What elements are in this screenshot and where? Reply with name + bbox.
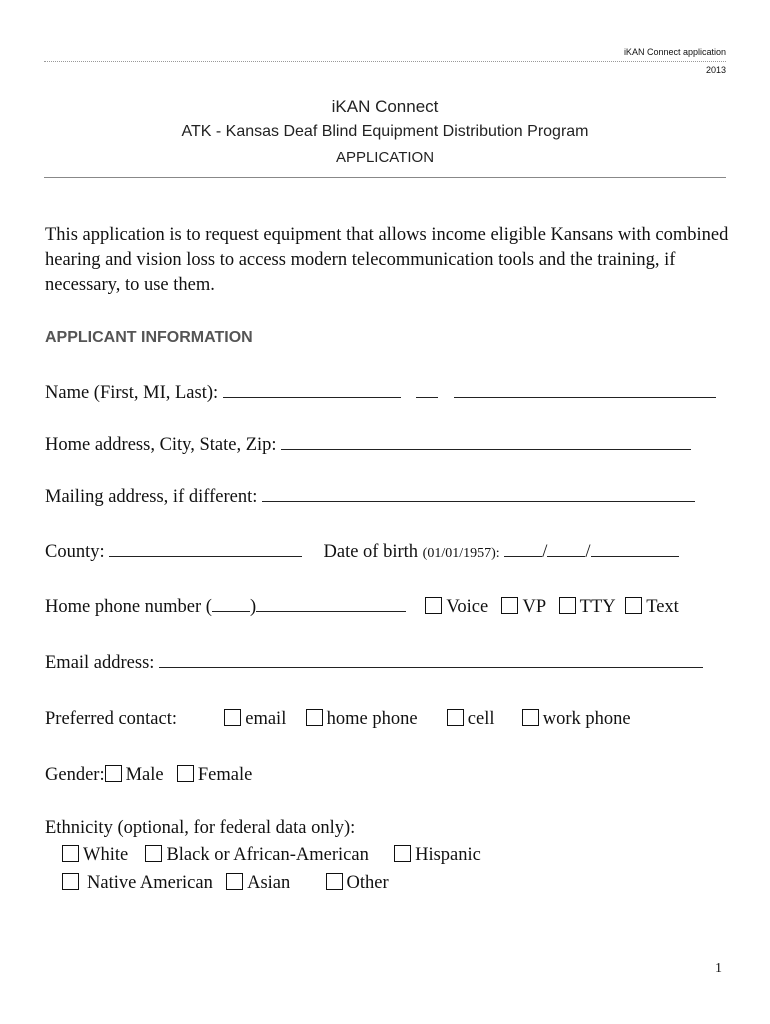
last-name-field[interactable]: [454, 382, 716, 398]
checkbox-text[interactable]: [625, 597, 642, 614]
dob-month-field[interactable]: [504, 541, 542, 557]
option-hispanic-label: Hispanic: [415, 845, 481, 865]
dob-slash-2: /: [585, 542, 591, 562]
option-other-label: Other: [346, 873, 389, 893]
checkbox-work-phone[interactable]: [522, 709, 539, 726]
county-dob-row: [45, 541, 679, 565]
dob-year-field[interactable]: [591, 541, 679, 557]
dob-example: (01/01/1957):: [422, 546, 500, 561]
phone-number-field[interactable]: [256, 596, 406, 612]
email-row: [45, 652, 703, 674]
home-address-row: [45, 434, 691, 456]
option-work-phone-label: work phone: [542, 709, 631, 729]
checkbox-other[interactable]: [326, 873, 343, 890]
email-label: Email address:: [45, 653, 155, 673]
name-row: [45, 382, 716, 404]
option-vp-label: VP: [522, 597, 546, 617]
home-phone-row: [45, 596, 679, 618]
middle-initial-field[interactable]: [416, 382, 438, 398]
option-voice-label: Voice: [446, 597, 489, 617]
checkbox-home-phone[interactable]: [306, 709, 323, 726]
option-home-phone-label: home phone: [326, 709, 418, 729]
header-doc-label: iKAN Connect application: [623, 47, 726, 57]
option-text-label: Text: [646, 597, 679, 617]
first-name-field[interactable]: [223, 382, 401, 398]
option-male-label: Male: [125, 765, 164, 785]
dob-label: Date of birth: [323, 542, 419, 562]
section-applicant-information: APPLICANT INFORMATION: [45, 329, 253, 346]
preferred-contact-row: [45, 708, 631, 730]
preferred-contact-label: Preferred contact:: [45, 709, 177, 729]
page-number: 1: [715, 961, 722, 976]
email-field[interactable]: [159, 652, 703, 668]
dob-slash-1: /: [542, 542, 548, 562]
title-divider: [44, 177, 726, 178]
option-asian-label: Asian: [247, 873, 291, 893]
checkbox-black[interactable]: [145, 845, 162, 862]
option-female-label: Female: [197, 765, 253, 785]
option-cell-label: cell: [467, 709, 495, 729]
gender-row: [45, 764, 252, 786]
ethnicity-label: Ethnicity (optional, for federal data only):: [45, 818, 356, 838]
title-program-name: iKAN Connect: [331, 97, 439, 116]
ethnicity-row-1: [62, 844, 481, 866]
checkbox-hispanic[interactable]: [394, 845, 411, 862]
county-field[interactable]: [109, 541, 302, 557]
header-divider: [44, 61, 726, 62]
mailing-address-label: Mailing address, if different:: [45, 487, 258, 507]
checkbox-cell[interactable]: [447, 709, 464, 726]
option-white-label: White: [83, 845, 129, 865]
checkbox-voice[interactable]: [425, 597, 442, 614]
intro-paragraph: This application is to request equipment that allows income eligible Kansans with combined hearing and vision loss to access modern telecommunication tools and the training, if necessary, to use them.: [45, 225, 729, 295]
checkbox-female[interactable]: [177, 765, 194, 782]
option-black-label: Black or African-American: [166, 845, 369, 865]
option-native-american-label: Native American: [87, 873, 213, 893]
home-address-label: Home address, City, State, Zip:: [45, 435, 277, 455]
title-program-full: ATK - Kansas Deaf Blind Equipment Distribution Program: [181, 123, 589, 140]
phone-area-code-field[interactable]: [212, 596, 250, 612]
checkbox-male[interactable]: [105, 765, 122, 782]
name-label: Name (First, MI, Last):: [45, 383, 219, 403]
mailing-address-row: [45, 486, 695, 508]
checkbox-email[interactable]: [224, 709, 241, 726]
checkbox-white[interactable]: [62, 845, 79, 862]
phone-label: Home phone number (: [45, 597, 212, 617]
option-tty-label: TTY: [579, 597, 615, 617]
dob-day-field[interactable]: [547, 541, 585, 557]
header-year: 2013: [705, 65, 726, 75]
gender-label: Gender:: [45, 765, 105, 785]
checkbox-tty[interactable]: [559, 597, 576, 614]
phone-close-paren: ): [249, 597, 257, 617]
ethnicity-row-2: [62, 872, 389, 894]
checkbox-asian[interactable]: [226, 873, 243, 890]
mailing-address-field[interactable]: [262, 486, 695, 502]
title-application: APPLICATION: [335, 149, 435, 166]
county-label: County:: [45, 542, 105, 562]
checkbox-native-american[interactable]: [62, 873, 79, 890]
option-email-label: email: [245, 709, 287, 729]
checkbox-vp[interactable]: [501, 597, 518, 614]
home-address-field[interactable]: [281, 434, 691, 450]
